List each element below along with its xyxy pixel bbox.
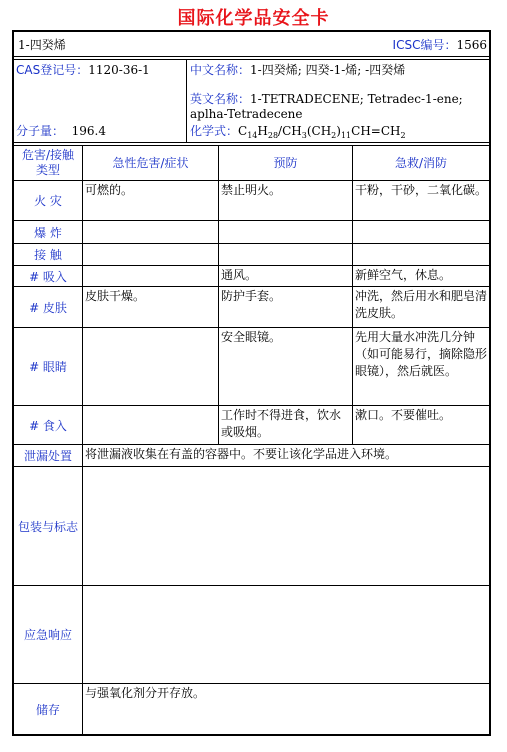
row-label-skin: # 皮肤 [29, 300, 67, 315]
row-label-ingestion: # 食入 [29, 418, 67, 433]
chinese-name [190, 62, 405, 78]
ingestion-first-aid: 漱口。不要催吐。 [355, 408, 452, 422]
divider [12, 142, 491, 143]
header-type: 危害/接触类型 [21, 148, 75, 177]
chemical-name: 1-四癸烯 [18, 38, 66, 52]
explosion-prevention [219, 221, 352, 223]
english-name [190, 91, 463, 107]
emergency-value [83, 586, 489, 588]
contact-first-aid [353, 244, 489, 246]
row-label-fire: 火 灾 [34, 194, 62, 208]
cn-name-label: 中文名称： [190, 63, 251, 77]
inhalation-symptoms [83, 266, 218, 268]
icsc-number [393, 37, 487, 53]
cn-name-value: 1-四癸烯; 四癸-1-烯; -四癸烯 [250, 63, 406, 77]
inhalation-prevention: 通风。 [221, 268, 258, 282]
page-title: 国际化学品安全卡 [177, 8, 330, 29]
header-first-aid: 急救/消防 [394, 155, 448, 170]
eyes-symptoms [83, 328, 218, 330]
chemical-formula: 化学式：$C_{14}H_{28}/CH_3(CH_2)_{11}CH=CH_2$ [190, 124, 406, 140]
explosion-symptoms [83, 221, 218, 223]
skin-first-aid: 冲洗，然后用水和肥皂清洗皮肤。 [355, 289, 488, 320]
icsc-label: ICSC编号： [392, 38, 457, 52]
divider [12, 59, 491, 60]
row-label-eyes: # 眼睛 [29, 360, 67, 374]
cas-number [16, 62, 150, 78]
en-name-line1: 1-TETRADECENE; Tetradec-1-ene; [250, 92, 463, 106]
row-label-spill: 泄漏处置 [23, 449, 72, 463]
fire-first-aid: 干粉，干砂，二氧化碳。 [355, 183, 488, 197]
mw-value: 196.4 [71, 124, 107, 138]
fire-prevention: 禁止明火。 [221, 183, 282, 197]
explosion-first-aid [353, 221, 489, 223]
row-label-inhalation: # 吸入 [29, 269, 67, 284]
row-label-explosion: 爆 炸 [34, 225, 62, 240]
contact-symptoms [83, 244, 218, 246]
skin-symptoms: 皮肤干燥。 [85, 289, 146, 303]
mw-label: 分子量： [16, 124, 65, 138]
english-name-line2: aplha-Tetradecene [190, 107, 303, 121]
header-prevention: 预防 [273, 155, 298, 170]
packaging-value [83, 467, 489, 469]
header-symptoms: 急性危害/症状 [112, 155, 189, 170]
eyes-first-aid: 先用大量水冲洗几分钟（如可能易行，摘除隐形眼镜），然后就医。 [355, 330, 488, 378]
inhalation-first-aid: 新鲜空气，休息。 [355, 268, 452, 282]
cas-label: CAS登记号： [16, 63, 89, 77]
molecular-weight [16, 123, 106, 139]
fire-symptoms: 可燃的。 [85, 183, 134, 197]
ingestion-symptoms [83, 406, 218, 408]
contact-prevention [219, 244, 352, 246]
row-label-packaging: 包装与标志 [17, 519, 78, 534]
en-name-label: 英文名称： [190, 92, 251, 106]
ingestion-prevention: 工作时不得进食，饮水或吸烟。 [221, 408, 342, 439]
divider [186, 59, 187, 142]
row-label-contact: 接 触 [34, 248, 62, 262]
eyes-prevention: 安全眼镜。 [221, 330, 282, 344]
formula-label: 化学式： [190, 124, 239, 138]
spill-value: 将泄漏液收集在有盖的容器中。不要让该化学品进入环境。 [85, 447, 398, 461]
cas-value: 1120-36-1 [88, 63, 150, 77]
divider [82, 145, 83, 734]
icsc-value: 1566 [456, 38, 487, 52]
skin-prevention: 防护手套。 [221, 289, 282, 303]
storage-value: 与强氧化剂分开存放。 [85, 686, 206, 700]
divider [12, 56, 491, 57]
row-label-emergency: 应急响应 [23, 628, 72, 642]
row-label-storage: 储存 [35, 702, 60, 717]
